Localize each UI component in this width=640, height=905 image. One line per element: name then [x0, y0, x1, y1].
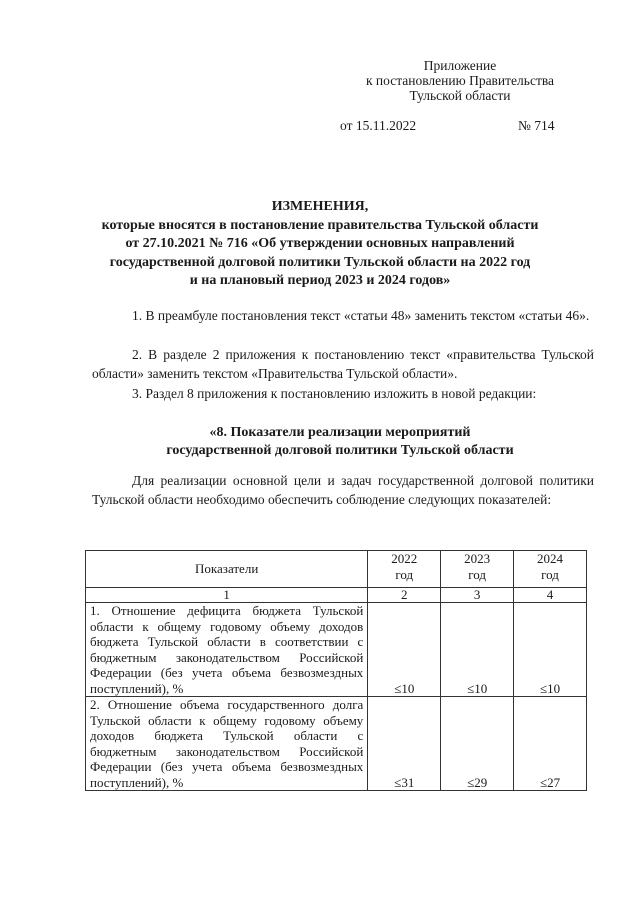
section-title [60, 424, 620, 460]
appendix-line: к постановлению Правительства [365, 73, 555, 88]
header-year-2022: 2022 год [368, 551, 441, 588]
paragraph-2: 2. В разделе 2 приложения к постановлению текст «правительства Тульской области» заменить текстом «Правительства Тульской области». [92, 347, 594, 381]
paragraph-3: 3. Раздел 8 приложения к постановлению изложить в новой редакции: [132, 386, 537, 401]
indicator-value-2023: ≤10 [441, 603, 514, 697]
title-line: от 27.10.2021 № 716 «Об утверждении основных направлений [125, 236, 515, 251]
column-number: 1 [86, 588, 368, 603]
table-row [86, 603, 587, 697]
document-date: от 15.11.2022 [340, 118, 417, 133]
section-title-line: государственной долговой политики Тульской области [166, 443, 514, 458]
section-title-line: «8. Показатели реализации мероприятий [209, 425, 471, 440]
indicator-name: 2. Отношение объема государственного долга Тульской области к общему годовому объему доходов бюджета Тульской области с бюджетным законодательством Российской Федерации (без учета объема безвозмездных поступлений), % [86, 697, 368, 791]
indicator-name: 1. Отношение дефицита бюджета Тульской области к общему годовому объему доходов бюджета Тульской области в соответствии с бюджетным законодательством Российской Федерации (без учета объема безвозмездных поступлений), % [86, 603, 368, 697]
column-number-row [86, 588, 587, 603]
appendix-line: Тульской области [409, 88, 511, 103]
table-row [86, 697, 587, 791]
document-number: № 714 [518, 118, 555, 133]
indicator-value-2024: ≤27 [514, 697, 587, 791]
column-number: 2 [368, 588, 441, 603]
title-line: которые вносятся в постановление правительства Тульской области [101, 217, 539, 233]
title-line: ИЗМЕНЕНИЯ, [271, 199, 369, 214]
header-year-2024: 2024 год [514, 551, 587, 588]
column-number: 4 [514, 588, 587, 603]
indicator-value-2022: ≤10 [368, 603, 441, 697]
appendix-line: Приложение [423, 58, 497, 73]
section-intro: Для реализации основной цели и задач государственной долговой политики Тульской области необходимо обеспечить соблюдение следующих показателей: [92, 473, 594, 507]
paragraph-1: 1. В преамбуле постановления текст «статьи 48» заменить текстом «статьи 46». [132, 308, 590, 323]
indicator-value-2023: ≤29 [441, 697, 514, 791]
indicator-value-2022: ≤31 [368, 697, 441, 791]
indicators-table [85, 550, 587, 791]
title-line: государственной долговой политики Тульской области на 2022 год [109, 254, 531, 270]
indicator-value-2024: ≤10 [514, 603, 587, 697]
title-line: и на плановый период 2023 и 2024 годов» [189, 273, 451, 288]
header-indicators: Показатели [86, 551, 368, 588]
document-title [60, 198, 580, 291]
table-header-row [86, 551, 587, 588]
appendix-header [340, 58, 580, 103]
header-year-2023: 2023 год [441, 551, 514, 588]
column-number: 3 [441, 588, 514, 603]
